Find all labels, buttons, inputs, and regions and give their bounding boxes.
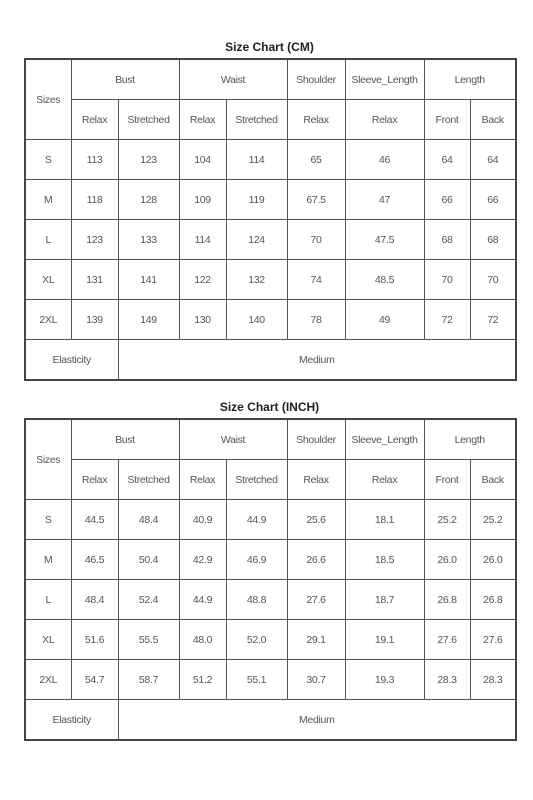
header-sleeve-length: Sleeve_Length [345,419,424,460]
table-row [25,580,516,620]
table-cell: 74 [287,260,345,300]
table-cell: 18.1 [345,500,424,540]
size-label: 2XL [25,660,71,700]
table-row [25,540,516,580]
subheader-relax: Relax [287,460,345,500]
size-chart-cm [24,36,515,381]
elasticity-label: Elasticity [25,340,118,381]
table-cell: 78 [287,300,345,340]
table-cell: 55.5 [118,620,179,660]
table-cell: 26.8 [424,580,470,620]
table-cell: 58.7 [118,660,179,700]
table-cell: 114 [179,220,226,260]
table-cell: 48.4 [71,580,118,620]
subheader-relax: Relax [71,460,118,500]
elasticity-row [25,700,516,741]
table-cell: 48.0 [179,620,226,660]
subheader-row [25,100,516,140]
table-row [25,500,516,540]
table-cell: 30.7 [287,660,345,700]
table-cell: 47.5 [345,220,424,260]
table-cell: 26.0 [470,540,516,580]
table-cell: 123 [118,140,179,180]
header-sizes: Sizes [25,419,71,500]
table-cell: 28.3 [470,660,516,700]
elasticity-value: Medium [118,340,516,381]
table-cell: 52.0 [226,620,287,660]
table-cell: 139 [71,300,118,340]
table-cell: 46 [345,140,424,180]
table-cell: 44.9 [226,500,287,540]
table-cell: 64 [470,140,516,180]
size-label: S [25,140,71,180]
table-cell: 18.7 [345,580,424,620]
table-cell: 124 [226,220,287,260]
table-cell: 48.4 [118,500,179,540]
subheader-back: Back [470,460,516,500]
table-cell: 119 [226,180,287,220]
table-row [25,140,516,180]
subheader-relax: Relax [179,100,226,140]
size-table [24,58,517,381]
elasticity-row [25,340,516,381]
table-row [25,220,516,260]
table-row [25,260,516,300]
size-label: 2XL [25,300,71,340]
table-cell: 113 [71,140,118,180]
table-cell: 26.0 [424,540,470,580]
table-cell: 26.8 [470,580,516,620]
table-cell: 49 [345,300,424,340]
table-cell: 114 [226,140,287,180]
table-cell: 67.5 [287,180,345,220]
subheader-relax: Relax [345,460,424,500]
table-cell: 68 [470,220,516,260]
table-cell: 44.5 [71,500,118,540]
subheader-stretched: Stretched [118,460,179,500]
table-cell: 133 [118,220,179,260]
size-label: XL [25,260,71,300]
subheader-relax: Relax [179,460,226,500]
table-cell: 50.4 [118,540,179,580]
table-cell: 70 [287,220,345,260]
size-label: XL [25,620,71,660]
table-cell: 48.5 [345,260,424,300]
size-label: M [25,540,71,580]
table-cell: 72 [470,300,516,340]
chart-title: Size Chart (INCH) [219,400,320,414]
table-cell: 25.6 [287,500,345,540]
table-cell: 18.5 [345,540,424,580]
table-cell: 122 [179,260,226,300]
table-cell: 104 [179,140,226,180]
table-cell: 51.2 [179,660,226,700]
header-sleeve-length: Sleeve_Length [345,59,424,100]
table-cell: 118 [71,180,118,220]
elasticity-label: Elasticity [25,700,118,741]
table-cell: 149 [118,300,179,340]
table-cell: 42.9 [179,540,226,580]
table-cell: 66 [424,180,470,220]
table-cell: 51.6 [71,620,118,660]
subheader-stretched: Stretched [226,100,287,140]
table-row [25,660,516,700]
table-cell: 27.6 [287,580,345,620]
chart-title: Size Chart (CM) [225,40,314,54]
table-cell: 19.3 [345,660,424,700]
table-cell: 109 [179,180,226,220]
size-table [24,418,517,741]
table-cell: 55.1 [226,660,287,700]
subheader-front: Front [424,100,470,140]
subheader-relax: Relax [345,100,424,140]
table-row [25,180,516,220]
table-cell: 48.8 [226,580,287,620]
table-cell: 46.5 [71,540,118,580]
subheader-relax: Relax [71,100,118,140]
table-cell: 27.6 [424,620,470,660]
table-cell: 46.9 [226,540,287,580]
header-bust: Bust [71,59,179,100]
table-cell: 44.9 [179,580,226,620]
table-cell: 131 [71,260,118,300]
header-waist: Waist [179,419,287,460]
header-bust: Bust [71,419,179,460]
table-cell: 52.4 [118,580,179,620]
subheader-back: Back [470,100,516,140]
table-cell: 27.6 [470,620,516,660]
table-cell: 65 [287,140,345,180]
table-cell: 130 [179,300,226,340]
table-cell: 123 [71,220,118,260]
table-cell: 66 [470,180,516,220]
table-cell: 72 [424,300,470,340]
header-row [25,419,516,460]
table-cell: 140 [226,300,287,340]
size-label: M [25,180,71,220]
table-cell: 47 [345,180,424,220]
table-cell: 68 [424,220,470,260]
size-label: L [25,580,71,620]
table-cell: 64 [424,140,470,180]
table-cell: 28.3 [424,660,470,700]
table-cell: 19.1 [345,620,424,660]
header-row [25,59,516,100]
subheader-relax: Relax [287,100,345,140]
table-cell: 29.1 [287,620,345,660]
subheader-row [25,460,516,500]
subheader-stretched: Stretched [226,460,287,500]
header-length: Length [424,419,516,460]
table-cell: 25.2 [470,500,516,540]
table-cell: 70 [470,260,516,300]
table-cell: 141 [118,260,179,300]
table-row [25,620,516,660]
header-waist: Waist [179,59,287,100]
subheader-front: Front [424,460,470,500]
table-cell: 26.6 [287,540,345,580]
header-shoulder: Shoulder [287,59,345,100]
table-row [25,300,516,340]
header-sizes: Sizes [25,59,71,140]
table-cell: 54.7 [71,660,118,700]
elasticity-value: Medium [118,700,516,741]
table-cell: 128 [118,180,179,220]
table-cell: 70 [424,260,470,300]
header-shoulder: Shoulder [287,419,345,460]
size-label: L [25,220,71,260]
table-cell: 132 [226,260,287,300]
size-label: S [25,500,71,540]
header-length: Length [424,59,516,100]
table-cell: 40.9 [179,500,226,540]
subheader-stretched: Stretched [118,100,179,140]
size-chart-inch [24,396,515,741]
table-cell: 25.2 [424,500,470,540]
